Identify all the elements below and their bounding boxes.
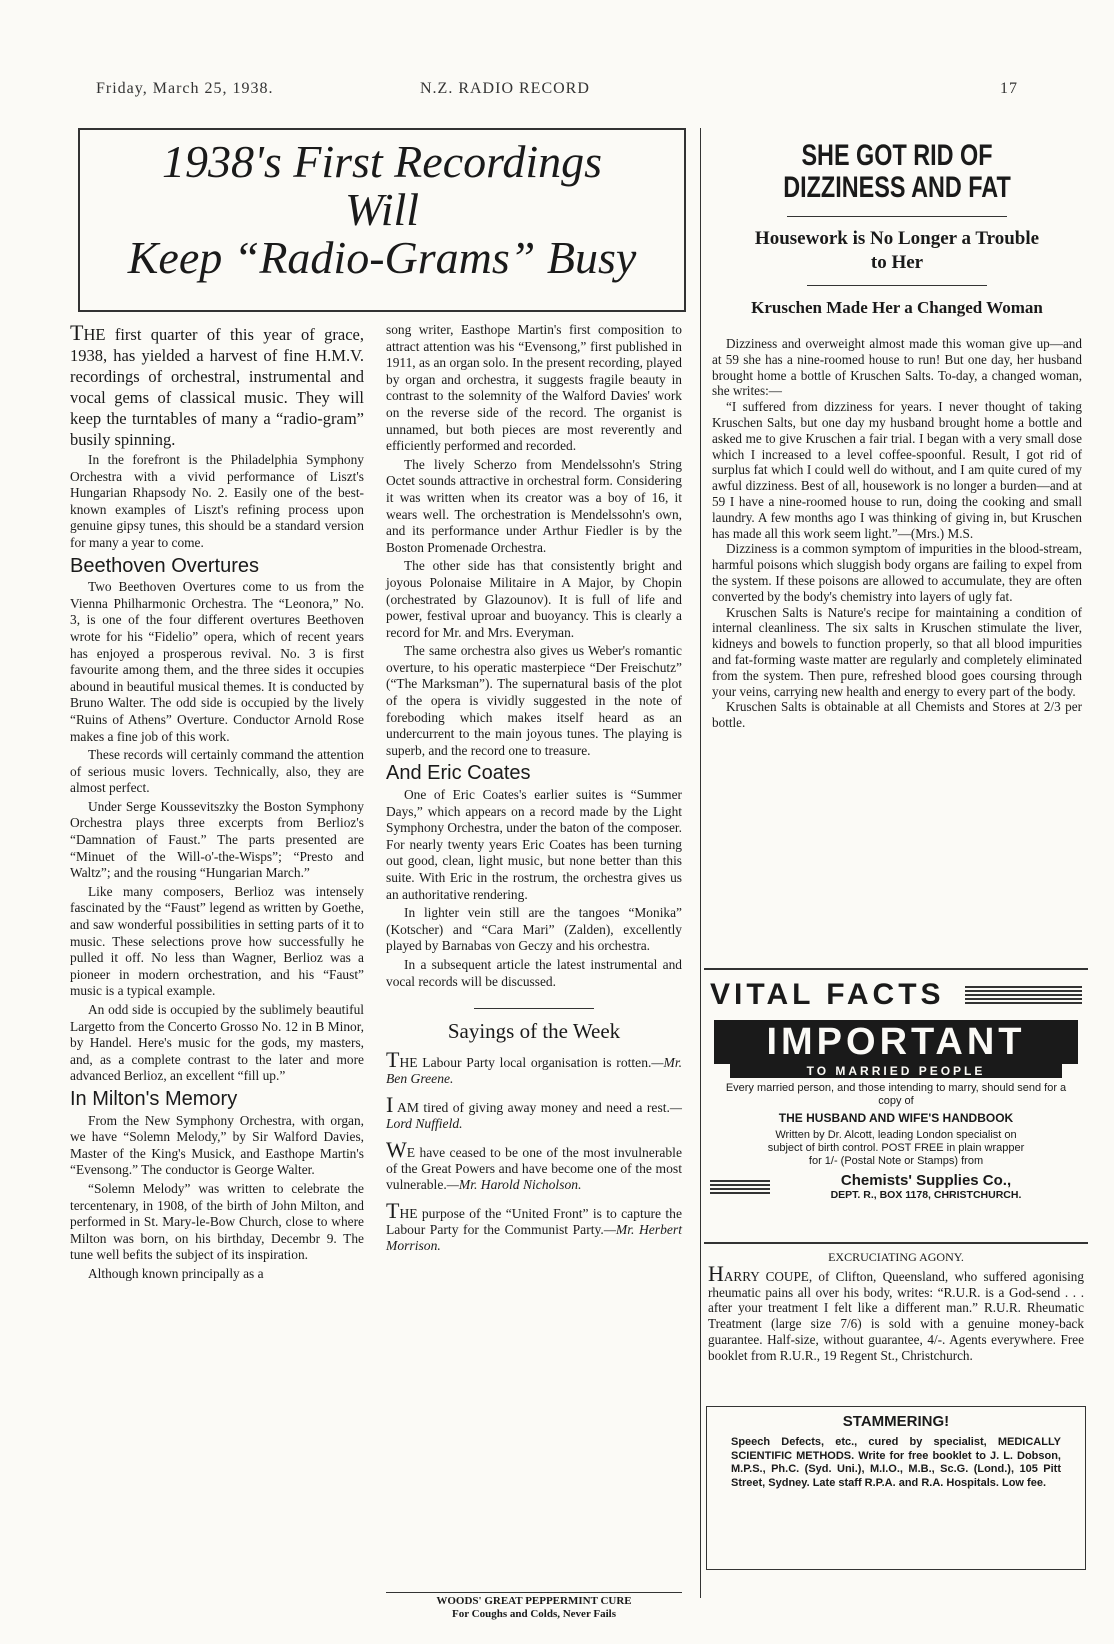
- kruschen-paragraph: Kruschen Salts is obtainable at all Chemists and Stores at 2/3 per bottle.: [712, 699, 1082, 731]
- subhead-coates: And Eric Coates: [386, 762, 531, 785]
- stammering-ad: [706, 1406, 1086, 1570]
- vital-facts-title: VITAL FACTS: [710, 978, 945, 1011]
- masthead-paper: N.Z. RADIO RECORD: [420, 80, 590, 97]
- drop-cap: T: [70, 320, 84, 345]
- married-banner: TO MARRIED PEOPLE: [730, 1064, 1062, 1078]
- rur-body: HARRY COUPE, of Clifton, Queensland, who suffered agonising rheumatic pains all over his body, writes: “R.U.R. is a God-send . . . after your treatment I felt like a different man.” R.U.R. Rheumatic Treatment (large size 7/6) is sold with a genuine money-back guarantee. Half-size, without guarantee, 4/-. Agents everywhere. Free booklet from R.U.R., 19 Regent St., Christchurch.: [708, 1260, 1084, 1363]
- divider: [787, 216, 1007, 217]
- kruschen-paragraph: “I suffered from dizziness for years. I never thought of taking Kruschen Salts, but one day my husband brought home a bottle and asked me to give Kruschen a fair trial. I began with a very small dose which I increased to a level coffee-spoonful. Result, I got rid of surplus fat which I could well do without, and I am quite cured of my awful dizziness. Best of all, housework is no longer a burden—and at 59 I have a nine-roomed house to run, doing the cooking and small laundry. A few months ago I was thinking of giving in, but Kruschen has made all this work seem light.”—(Mrs.) M.S.: [712, 399, 1082, 541]
- kruschen-title-2: DIZZINESS AND FAT: [783, 171, 1011, 204]
- saying-3: WE have ceased to be one of the most invulnerable of the Great Powers and have become one of the most vulnerable.—Mr. Harold Nicholson.: [386, 1136, 682, 1192]
- article-paragraph: song writer, Easthope Martin's first composition to attract attention was his “Evensong,” first published in 1911, as an organ solo. In the present recording, played by organ and orchestra, it suggests fragile beauty in contrast to the solemnity of the Walford Davies' work on the reverse side of the record. The organist is unnamed, but both pieces are most reverently and efficiently performed and recorded.: [386, 322, 682, 454]
- footer-line-1: WOODS' GREAT PEPPERMINT CURE: [436, 1595, 632, 1607]
- article-paragraph: One of Eric Coates's earlier suites is “Summer Days,” which appears on a record made by the Light Symphony Orchestra, under the baton of the composer. For nearly twenty years Eric Coates has been turning out good, clean, light music, but none better than this suite. With Eric in the rostrum, the orchestra gives us an authoritative rendering.: [386, 787, 682, 902]
- column-divider: [700, 128, 701, 1598]
- divider: [474, 1008, 594, 1009]
- saying-4: THE purpose of the “United Front” is to capture the Labour Party for the Communist Party.—Mr. Herbert Morrison.: [386, 1197, 682, 1253]
- decorative-hatch: [710, 1180, 770, 1194]
- kruschen-body: [712, 336, 1082, 731]
- article-paragraph: From the New Symphony Orchestra, with organ, we have “Solemn Melody,” by Sir Walford Davies, Master of the King's Musick, and Easthope Martin's “Evensong.” The conductor is George Walter.: [70, 1112, 364, 1178]
- rur-ad: [704, 1250, 1088, 1364]
- article-column-1: [70, 322, 364, 1285]
- article-paragraph: “Solemn Melody” was written to celebrate the tercentenary, in 1908, of the birth of John Milton, and performed in St. Mary-le-Bow Church, close to where Milton was born, on his birthday, Decembr 9. The tune well befits the subject of its inspiration.: [70, 1180, 364, 1263]
- handbook-title: THE HUSBAND AND WIFE'S HANDBOOK: [778, 1111, 1014, 1125]
- peppermint-cure-ad: [386, 1592, 682, 1621]
- masthead-date: Friday, March 25, 1938.: [96, 80, 274, 97]
- kruschen-subhead-2: Kruschen Made Her a Changed Woman: [751, 298, 1043, 317]
- article-paragraph: An odd side is occupied by the sublimely beautiful Largetto from the Concerto Grosso No. 12 in B Minor, by Handel. Here's music for the gods, my masters, and, as a complete contrast to the later and more advanced Berlioz, an excellent “fill up.”: [70, 1002, 364, 1084]
- vital-facts-ad: [704, 968, 1088, 1244]
- kruschen-title-1: SHE GOT RID OF: [801, 139, 993, 172]
- kruschen-ad: [712, 140, 1082, 731]
- headline-line-3: Keep “Radio-Grams” Busy: [127, 232, 637, 283]
- vital-text-1: Every married person, and those intending to marry, should send for a copy of: [725, 1082, 1067, 1107]
- stammering-body: Speech Defects, etc., cured by specialist, MEDICALLY SCIENTIFIC METHODS. Write for free booklet to J. L. Dobson, M.P.S., Ph.C. (Syd. Uni.), M.I.O., M.B., Sc.G. (Lond.), 105 Pitt Street, Sydney. Late staff R.P.A. and R.A. Hospitals. Low fee.: [731, 1436, 1061, 1489]
- kruschen-paragraph: Dizziness and overweight almost made this woman give up—and at 59 she has a nine-roomed house to run! But one day, her husband brought home a bottle of Kruschen Salts. To-day, a changed woman, she writes:—: [712, 336, 1082, 399]
- saying-1: THE Labour Party local organisation is rotten.—Mr. Ben Greene.: [386, 1046, 682, 1086]
- footer-line-2: For Coughs and Colds, Never Fails: [451, 1608, 616, 1620]
- article-lede: THE first quarter of this year of grace, 1938, has yielded a harvest of fine H.M.V. recordings of orchestral, instrumental and vocal gems of classical music. They will keep the turntables of many a “radio-gram” busily spinning.: [70, 320, 364, 449]
- decorative-hatch: [965, 986, 1082, 1004]
- divider: [807, 285, 987, 286]
- kruschen-paragraph: Dizziness is a common symptom of impurities in the blood-stream, harmful poisons which sluggish body organs are failing to expel from the system. If these poisons are allowed to accumulate, they are often converted by the body's chemistry into layers of ugly fat.: [712, 541, 1082, 604]
- article-paragraph: These records will certainly command the attention of serious music lovers. Technically, also, they are almost perfect.: [70, 747, 364, 796]
- important-banner: IMPORTANT: [714, 1020, 1078, 1064]
- article-paragraph: Like many composers, Berlioz was intensely fascinated by the “Faust” legend as written by Goethe, and saw wonderful possibilities in setting parts of it to music. These selections prove how successfully he pulled it off. No less than Wagner, Berlioz was a pioneer in modern orchestration, and his “Faust” music is a typical example.: [70, 883, 364, 999]
- article-paragraph: The lively Scherzo from Mendelssohn's String Octet sounds attractive in orchestral form. Considering it was written when its creator was a boy of 16, it wears well. The orchestration is Mendelssohn's own, and its performance under Arthur Fiedler is by the Boston Promenade Orchestra.: [386, 456, 682, 555]
- article-paragraph: Although known principally as a: [88, 1265, 264, 1281]
- article-paragraph: In a subsequent article the latest instrumental and vocal records will be discussed.: [386, 956, 682, 989]
- sayings-title: Sayings of the Week: [447, 1019, 621, 1044]
- headline-line-2: Will: [344, 184, 420, 235]
- kruschen-paragraph: Kruschen Salts is Nature's recipe for maintaining a condition of internal cleanliness. The six salts in Kruschen stimulate the liver, kidneys and bowels to function properly, so that all blood impurities and fat-forming waste matter are regularly and completely eliminated from the system. Then pure, refreshed blood goes coursing through your veins, carrying new health and energy to every part of the body.: [712, 604, 1082, 699]
- article-paragraph: Two Beethoven Overtures come to us from the Vienna Philharmonic Orchestra. The “Leonora,” No. 3, is one of the four different overtures Beethoven wrote for his “Fidelio” opera, which of recent years has enjoyed a prosperous revival. No. 3 is first favourite among them, and the three sides it occupies abound in beautiful musical themes. It is conducted by Bruno Walter. The odd side is occupied by the lively “Ruins of Athens” Overture. Conductor Arnold Rose makes a fine job of this work.: [70, 579, 364, 744]
- vital-text-2: Written by Dr. Alcott, leading London specialist on subject of birth control. POST FREE in plain wrapper for 1/- (Postal Note or Stamps) from: [767, 1129, 1025, 1167]
- company-address: DEPT. R., BOX 1178, CHRISTCHURCH.: [830, 1189, 1022, 1201]
- article-paragraph: Under Serge Koussevitszky the Boston Symphony Orchestra plays three excerpts from Berlioz's “Damnation of Faust.” The parts presented are “Minuet of the Will-o'-the-Wisps”; “Presto and Waltz”; and the rousing “Hungarian March.”: [70, 798, 364, 881]
- stammering-title: STAMMERING!: [842, 1413, 950, 1430]
- subhead-milton: In Milton's Memory: [70, 1087, 238, 1110]
- article-paragraph: In lighter vein still are the tangoes “Monika” (Kotscher) and “Cara Mari” (Zalden), excellently played by Barnabas von Geczy and his orchestra.: [386, 905, 682, 954]
- subhead-beethoven: Beethoven Overtures: [70, 554, 259, 577]
- article-paragraph: In the forefront is the Philadelphia Symphony Orchestra with a vivid performance of Liszt's Hungarian Rhapsody No. 2. Easily one of the best-known examples of Liszt's refining process upon genuine gipsy tunes, this should be a standard version for many a year to come.: [70, 452, 364, 550]
- saying-2: I AM tired of giving away money and need a rest.—Lord Nuffield.: [386, 1091, 682, 1131]
- headline-box: [78, 128, 686, 312]
- article-paragraph: The same orchestra also gives us Weber's romantic overture, to his operatic masterpiece “Der Freischutz” (“The Marksman”). The supernatural basis of the plot of the opera is vividly suggested in the note of foreboding which makes itself heard as an undercurrent to the main joyous tunes. The playing is superb, and the record one to treasure.: [386, 643, 682, 758]
- company-name: Chemists' Supplies Co.,: [840, 1172, 1012, 1189]
- kruschen-subhead-1: Housework is No Longer a Trouble to Her: [754, 228, 1040, 273]
- article-column-2: [386, 322, 682, 1264]
- page-number: 17: [1000, 80, 1018, 97]
- headline-line-1: 1938's First Recordings: [161, 136, 602, 187]
- article-paragraph: The other side has that consistently bright and joyous Polonaise Militaire in A Major, by Chopin (orchestrated by Glazounov). It is full of life and power, festival uproar and buoyancy. This is clearly a record for Mr. and Mrs. Everyman.: [386, 558, 682, 640]
- rur-head: EXCRUCIATING AGONY.: [828, 1250, 964, 1264]
